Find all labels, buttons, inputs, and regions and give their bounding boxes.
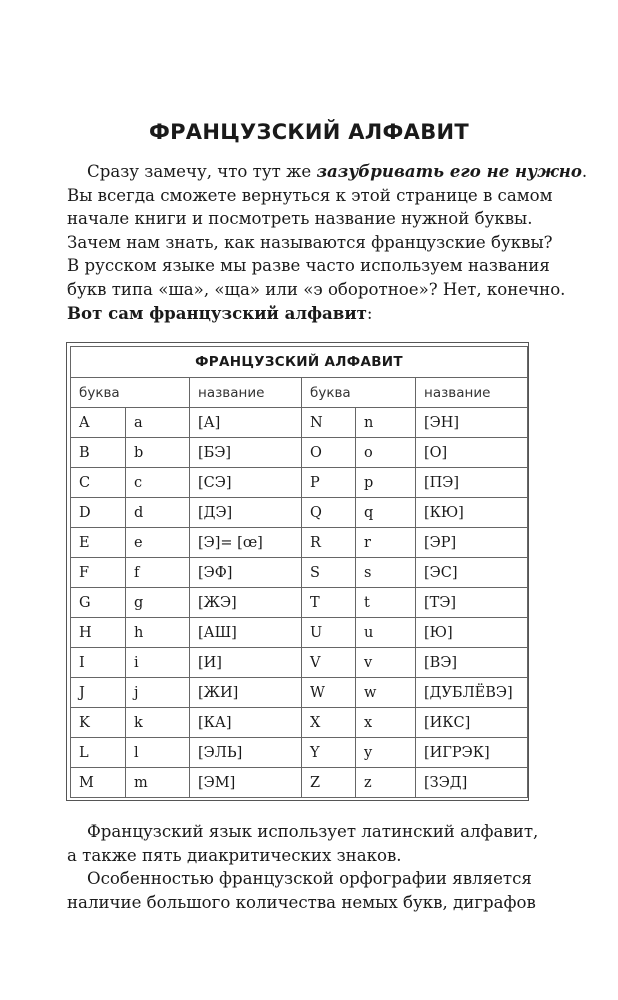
table-row: [71, 618, 528, 648]
table-row: [71, 738, 528, 768]
alphabet-table: [70, 346, 528, 798]
lower-letter-cell: x: [356, 708, 416, 738]
lower-letter-cell: h: [126, 618, 190, 648]
upper-letter-cell: M: [71, 768, 126, 798]
intro-text: .: [581, 162, 588, 181]
upper-letter-cell: U: [302, 618, 356, 648]
lower-letter-cell: g: [126, 588, 190, 618]
table-row: [71, 648, 528, 678]
upper-letter-cell: W: [302, 678, 356, 708]
intro-line-3: начале книги и посмотреть название нужной буквы.: [67, 209, 533, 229]
lower-letter-cell: n: [356, 408, 416, 438]
lower-letter-cell: l: [126, 738, 190, 768]
lower-letter-cell: o: [356, 438, 416, 468]
letter-name-cell: [ИКС]: [416, 708, 528, 738]
table-row: [71, 468, 528, 498]
header-name-right: название: [416, 378, 528, 408]
bold-lead-text: Вот сам французский алфавит: [67, 302, 367, 323]
lower-letter-cell: a: [126, 408, 190, 438]
letter-name-cell: [ЭР]: [416, 528, 528, 558]
intro-line-6: букв типа «ша», «ща» или «э оборотное»? Нет, конечно.: [67, 279, 566, 299]
intro-line-2: Вы всегда сможете вернуться к этой странице в самом: [67, 185, 553, 205]
lower-letter-cell: v: [356, 648, 416, 678]
upper-letter-cell: I: [71, 648, 126, 678]
upper-letter-cell: Z: [302, 768, 356, 798]
lower-letter-cell: c: [126, 468, 190, 498]
alphabet-table-frame: [66, 342, 529, 801]
lower-letter-cell: q: [356, 498, 416, 528]
upper-letter-cell: S: [302, 558, 356, 588]
upper-letter-cell: L: [71, 738, 126, 768]
upper-letter-cell: B: [71, 438, 126, 468]
lower-letter-cell: i: [126, 648, 190, 678]
upper-letter-cell: F: [71, 558, 126, 588]
letter-name-cell: [ДУБЛЁВЭ]: [416, 678, 528, 708]
emphasis-text: зазубривать его не нужно: [316, 161, 582, 181]
table-body: [71, 408, 528, 798]
lower-letter-cell: z: [356, 768, 416, 798]
letter-name-cell: [КЮ]: [416, 498, 528, 528]
letter-name-cell: [СЭ]: [190, 468, 302, 498]
upper-letter-cell: A: [71, 408, 126, 438]
upper-letter-cell: Y: [302, 738, 356, 768]
upper-letter-cell: O: [302, 438, 356, 468]
upper-letter-cell: D: [71, 498, 126, 528]
lower-letter-cell: k: [126, 708, 190, 738]
upper-letter-cell: R: [302, 528, 356, 558]
header-name-left: название: [190, 378, 302, 408]
table-header-row: [71, 378, 528, 408]
lower-letter-cell: s: [356, 558, 416, 588]
upper-letter-cell: E: [71, 528, 126, 558]
letter-name-cell: [ЭЛЬ]: [190, 738, 302, 768]
outro-line-1: Французский язык использует латинский алфавит,: [87, 822, 539, 841]
intro-line-4: Зачем нам знать, как называются французские буквы?: [67, 232, 553, 252]
lower-letter-cell: u: [356, 618, 416, 648]
upper-letter-cell: G: [71, 588, 126, 618]
letter-name-cell: [ДЭ]: [190, 498, 302, 528]
upper-letter-cell: Q: [302, 498, 356, 528]
letter-name-cell: [ВЭ]: [416, 648, 528, 678]
lower-letter-cell: y: [356, 738, 416, 768]
letter-name-cell: [ЭС]: [416, 558, 528, 588]
lower-letter-cell: r: [356, 528, 416, 558]
letter-name-cell: [БЭ]: [190, 438, 302, 468]
table-row: [71, 408, 528, 438]
outro-line-3: Особенностью французской орфографии является: [87, 869, 532, 889]
letter-name-cell: [ЭМ]: [190, 768, 302, 798]
table-caption-row: [71, 347, 528, 378]
upper-letter-cell: J: [71, 678, 126, 708]
upper-letter-cell: P: [302, 468, 356, 498]
intro-paragraph: [67, 160, 588, 325]
outro-line-4: наличие большого количества немых букв, диграфов: [67, 892, 536, 912]
letter-name-cell: [Э]= [œ]: [190, 528, 302, 558]
intro-text: Сразу замечу, что тут же: [87, 162, 317, 181]
upper-letter-cell: C: [71, 468, 126, 498]
table-row: [71, 528, 528, 558]
outro-line-2: а также пять диакритических знаков.: [67, 845, 402, 865]
intro-line-5: В русском языке мы разве часто используем названия: [67, 256, 550, 276]
letter-name-cell: [ЖИ]: [190, 678, 302, 708]
table-row: [71, 768, 528, 798]
table-row: [71, 558, 528, 588]
letter-name-cell: [АШ]: [190, 618, 302, 648]
header-letter-left: буква: [71, 378, 190, 408]
upper-letter-cell: V: [302, 648, 356, 678]
letter-name-cell: [ПЭ]: [416, 468, 528, 498]
lower-letter-cell: m: [126, 768, 190, 798]
lower-letter-cell: f: [126, 558, 190, 588]
letter-name-cell: [Ю]: [416, 618, 528, 648]
lower-letter-cell: e: [126, 528, 190, 558]
letter-name-cell: [И]: [190, 648, 302, 678]
upper-letter-cell: T: [302, 588, 356, 618]
letter-name-cell: [О]: [416, 438, 528, 468]
lower-letter-cell: w: [356, 678, 416, 708]
intro-line-7: [67, 302, 529, 326]
letter-name-cell: [ЭН]: [416, 408, 528, 438]
page-title: ФРАНЦУЗСКИЙ АЛФАВИТ: [148, 120, 470, 144]
letter-name-cell: [ЗЭД]: [416, 768, 528, 798]
letter-name-cell: [ИГРЭК]: [416, 738, 528, 768]
outro-paragraph: [67, 820, 539, 914]
upper-letter-cell: N: [302, 408, 356, 438]
upper-letter-cell: X: [302, 708, 356, 738]
table-row: [71, 588, 528, 618]
table-caption: ФРАНЦУЗСКИЙ АЛФАВИТ: [71, 347, 528, 378]
lower-letter-cell: t: [356, 588, 416, 618]
intro-text: :: [366, 303, 373, 323]
lower-letter-cell: j: [126, 678, 190, 708]
upper-letter-cell: K: [71, 708, 126, 738]
table-row: [71, 438, 528, 468]
letter-name-cell: [ЖЭ]: [190, 588, 302, 618]
lower-letter-cell: p: [356, 468, 416, 498]
lower-letter-cell: b: [126, 438, 190, 468]
intro-line-1: [67, 160, 588, 184]
upper-letter-cell: H: [71, 618, 126, 648]
letter-name-cell: [ЭФ]: [190, 558, 302, 588]
table-row: [71, 498, 528, 528]
letter-name-cell: [КА]: [190, 708, 302, 738]
letter-name-cell: [А]: [190, 408, 302, 438]
letter-name-cell: [ТЭ]: [416, 588, 528, 618]
lower-letter-cell: d: [126, 498, 190, 528]
table-row: [71, 708, 528, 738]
table-row: [71, 678, 528, 708]
header-letter-right: буква: [302, 378, 416, 408]
